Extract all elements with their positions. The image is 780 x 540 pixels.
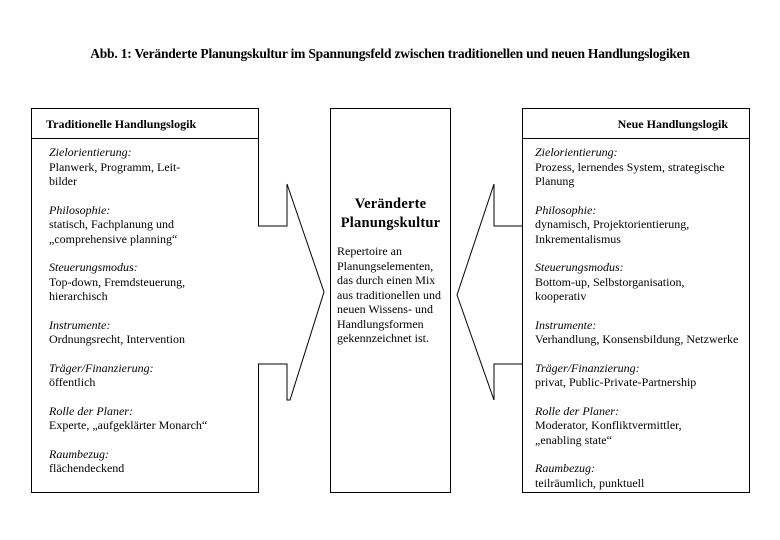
section-value: teilräumlich, punktuell [535, 475, 645, 490]
section-label: Raumbezug: [535, 461, 595, 475]
section-philosophie [32, 203, 258, 247]
figure-title: Abb. 1: Veränderte Planungskultur im Spannungsfeld zwischen traditionellen und neuen Handlungslogiken [90, 46, 690, 61]
new-logic-header: Neue Handlungslogik [523, 109, 749, 139]
section-label: Philosophie: [49, 202, 111, 217]
section-traeger-finanzierung [523, 361, 749, 390]
section-value: Prozess, lernendes System, strategische Planung [535, 159, 725, 188]
center-title: Veränderte Planungskultur [340, 196, 441, 231]
section-rolle-der-planer [523, 404, 749, 448]
traditional-logic-header: Traditionelle Handlungslogik [32, 109, 258, 139]
section-label: Rolle der Planer: [49, 403, 133, 418]
section-raumbezug [523, 461, 749, 490]
section-label: Rolle der Planer: [535, 403, 619, 418]
section-instrumente [523, 318, 749, 347]
section-zielorientierung [32, 145, 258, 189]
changed-planning-culture-box [330, 108, 451, 493]
section-value: flächendeckend [49, 461, 125, 475]
section-steuerungsmodus [523, 260, 749, 304]
section-value: Bottom-up, Selbstorganisation, kooperativ [535, 274, 685, 303]
section-philosophie [523, 203, 749, 247]
section-value: privat, Public-Private-Partnership [535, 375, 697, 389]
section-value: statisch, Fachplanung und „comprehensive planning“ [49, 217, 178, 246]
section-raumbezug [32, 447, 258, 476]
section-label: Zielorientierung: [49, 145, 132, 159]
center-description: Repertoire an Planungselementen, das durch einen Mix aus traditionellen und neuen Wissens- und Handlungsformen gekennzeichnet ist. [337, 244, 441, 345]
section-value: dynamisch, Projektorientierung, Inkrementalismus [535, 217, 690, 246]
section-value: Top-down, Fremdsteuerung, hierarchisch [49, 274, 186, 303]
section-value: Experte, „aufgeklärter Monarch“ [49, 418, 208, 432]
section-value: Verhandlung, Konsensbildung, Netzwerke [535, 332, 739, 346]
section-value: Planwerk, Programm, Leit- bilder [49, 159, 181, 188]
section-traeger-finanzierung [32, 361, 258, 390]
traditional-logic-sections [32, 139, 258, 476]
section-zielorientierung [523, 145, 749, 189]
section-label: Träger/Finanzierung: [49, 360, 154, 375]
section-rolle-der-planer [32, 404, 258, 433]
section-label: Zielorientierung: [535, 145, 618, 159]
traditional-logic-box [31, 108, 259, 493]
section-value: öffentlich [49, 375, 96, 389]
section-label: Instrumente: [535, 317, 597, 332]
left-pointing-arrow-icon [457, 184, 522, 400]
new-logic-sections [523, 139, 749, 490]
section-label: Raumbezug: [49, 446, 109, 461]
section-label: Steuerungsmodus: [535, 260, 624, 274]
right-pointing-arrow-icon [258, 184, 324, 400]
section-value: Ordnungsrecht, Intervention [49, 332, 185, 346]
section-label: Philosophie: [535, 202, 597, 217]
section-label: Träger/Finanzierung: [535, 360, 640, 375]
new-logic-box [522, 108, 750, 493]
section-label: Steuerungsmodus: [49, 260, 138, 274]
section-value: Moderator, Konfliktvermittler, „enabling state“ [535, 418, 682, 447]
section-instrumente [32, 318, 258, 347]
section-steuerungsmodus [32, 260, 258, 304]
section-label: Instrumente: [49, 317, 111, 332]
